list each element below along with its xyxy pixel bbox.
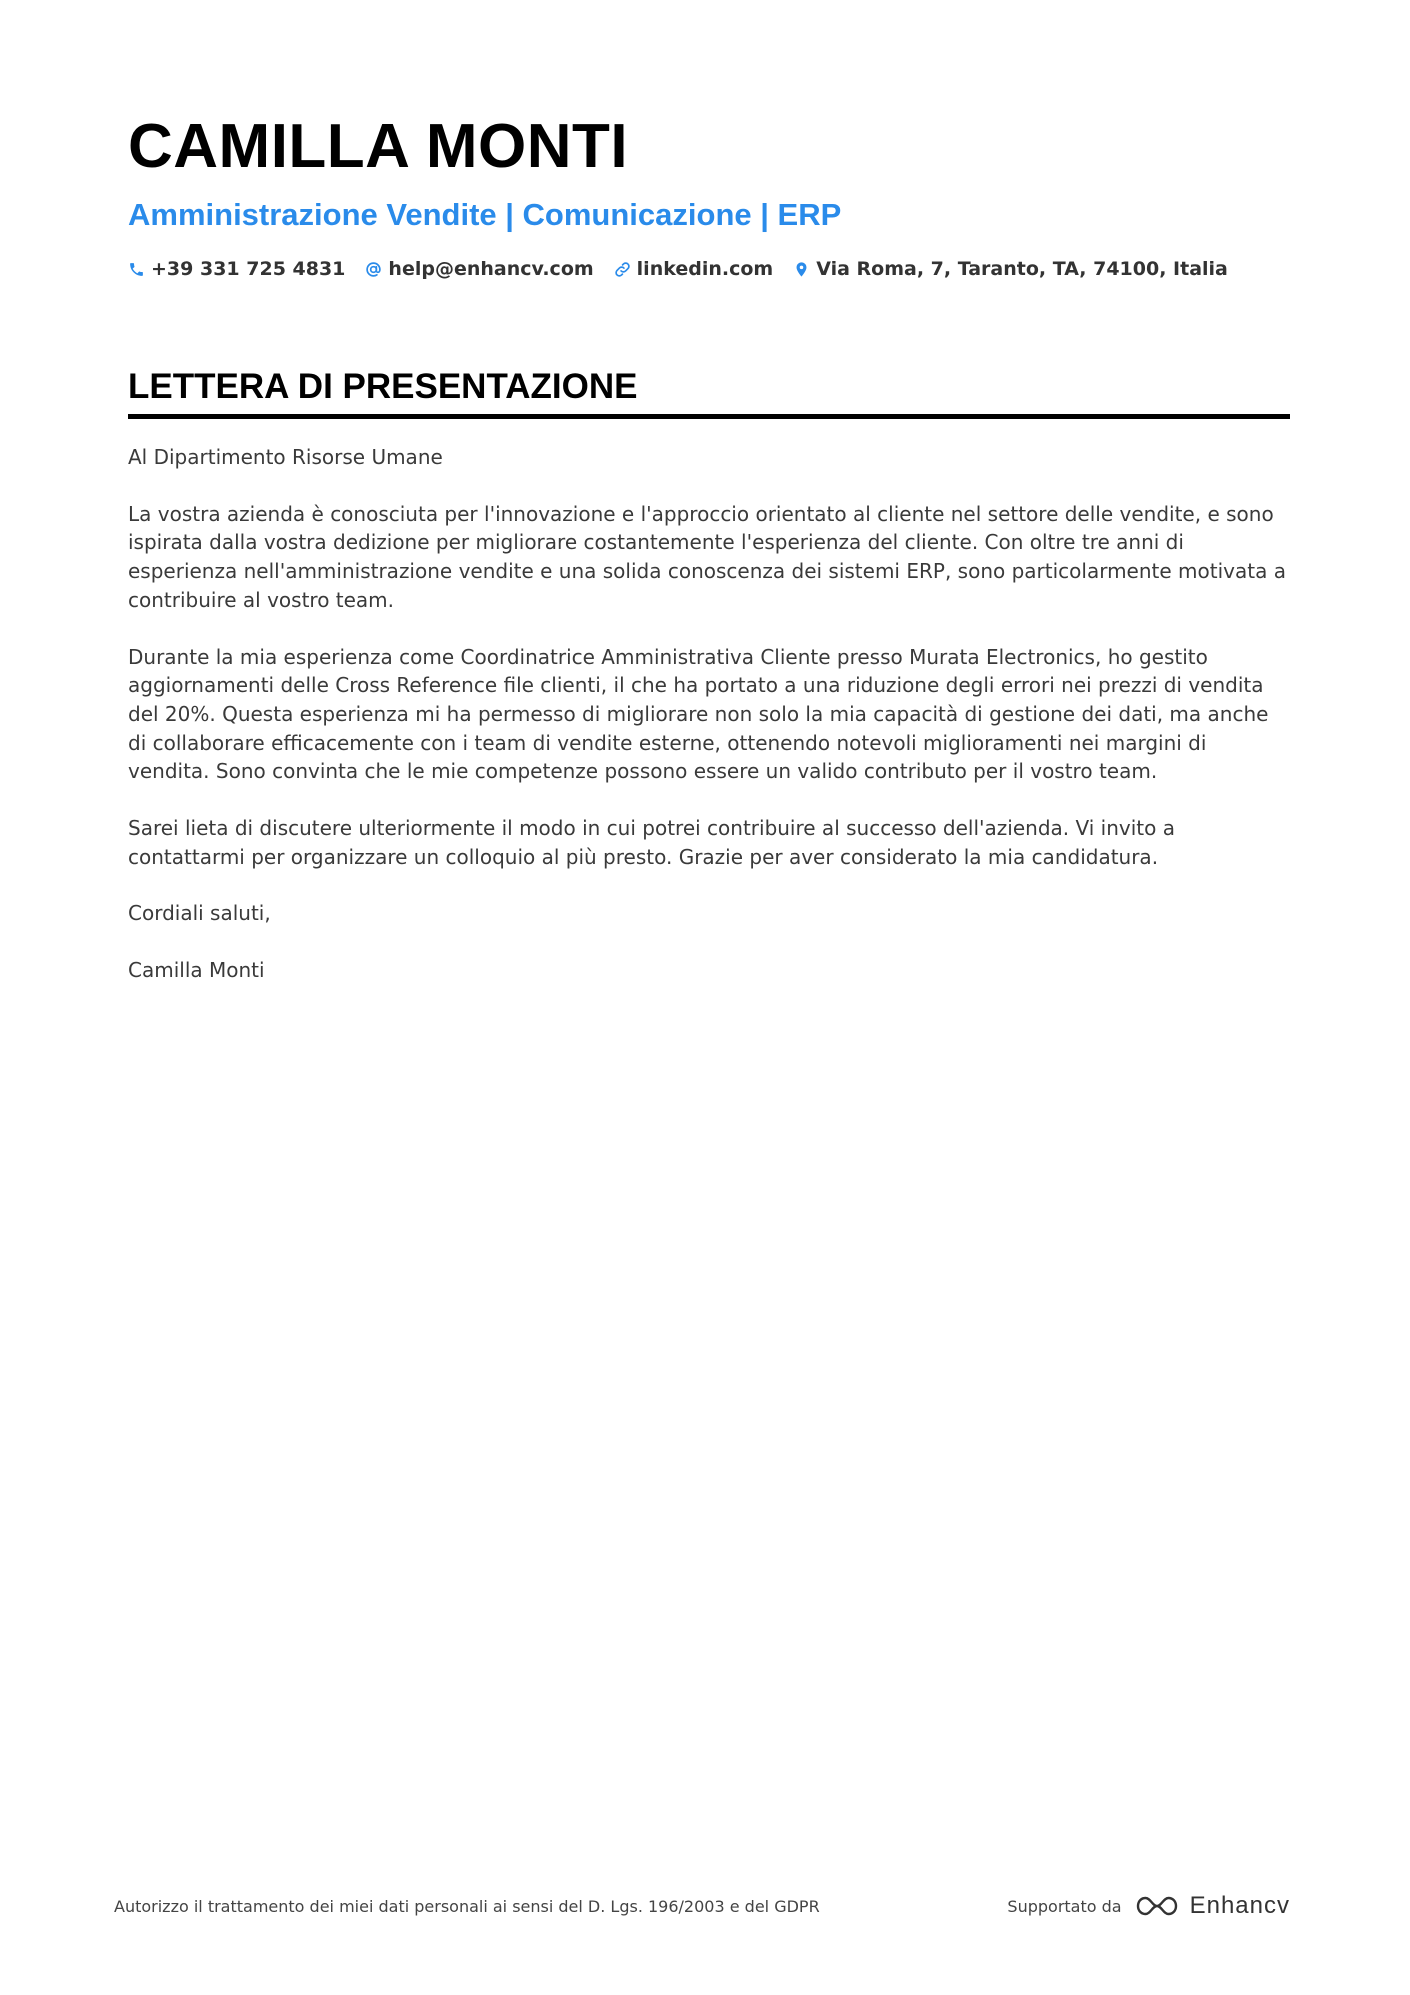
- at-icon: [365, 261, 382, 278]
- candidate-subtitle: Amministrazione Vendite | Comunicazione | ERP: [128, 197, 842, 232]
- enhancv-logo-icon: [1134, 1893, 1180, 1919]
- phone-icon: [128, 261, 145, 278]
- header: [128, 108, 1288, 280]
- candidate-name: CAMILLA MONTI: [128, 112, 629, 181]
- contact-phone[interactable]: [128, 258, 345, 280]
- contact-email[interactable]: [365, 258, 593, 280]
- phone-text: +39 331 725 4831: [151, 258, 346, 280]
- section-title: LETTERA DI PRESENTAZIONE: [128, 367, 638, 406]
- cover-letter-section: [128, 364, 1290, 1013]
- letter-signature: Camilla Monti: [128, 958, 265, 983]
- brand-name: Enhancv: [1189, 1892, 1290, 1919]
- letter-paragraph: Sarei lieta di discutere ulteriormente il modo in cui potrei contribuire al successo dell'azienda. Vi invito a contattarmi per organizzare un colloquio al più presto. Grazie per aver considerato la mia candidatura.: [128, 816, 1175, 869]
- letter-paragraph: La vostra azienda è conosciuta per l'innovazione e l'approccio orientato al cliente nel settore delle vendite, e sono ispirata dalla vostra dedizione per migliorare costantemente l'esperienza del cliente. Con oltre tre anni di esperienza nell'amministrazione vendite e una solida conoscenza dei sistemi ERP, sono particolarmente motivata a contribuire al vostro team.: [128, 501, 1286, 612]
- powered-by-label: Supportato da: [1007, 1896, 1122, 1916]
- email-text: help@enhancv.com: [388, 258, 594, 280]
- link-icon: [614, 261, 631, 278]
- address-text: Via Roma, 7, Taranto, TA, 74100, Italia: [816, 258, 1228, 280]
- section-divider: [128, 414, 1290, 419]
- powered-by[interactable]: [1007, 1892, 1290, 1920]
- letter-paragraph: Durante la mia esperienza come Coordinatrice Amministrativa Cliente presso Murata Electronics, ho gestito aggiornamenti delle Cross Reference file clienti, il che ha portato a una riduzione degli errori nei prezzi di vendita del 20%. Questa esperienza mi ha permesso di migliorare non solo la mia capacità di gestione dei dati, ma anche di collaborare efficacemente con i team di vendite esterne, ottenendo notevoli miglioramenti nei margini di vendita. Sono convinta che le mie competenze possono essere un valido contributo per il vostro team.: [128, 644, 1269, 784]
- letter-closing: Cordiali saluti,: [128, 901, 271, 926]
- location-pin-icon: [793, 261, 810, 278]
- letter-body: [128, 443, 1290, 985]
- contact-address: [793, 258, 1228, 280]
- contact-bar: [128, 258, 1288, 280]
- linkedin-text: linkedin.com: [636, 258, 774, 280]
- letter-greeting: Al Dipartimento Risorse Umane: [128, 445, 443, 469]
- footer: [114, 1892, 1290, 1920]
- contact-linkedin[interactable]: [614, 258, 774, 280]
- privacy-consent: Autorizzo il trattamento dei miei dati personali ai sensi del D. Lgs. 196/2003 e del GDPR: [114, 1896, 820, 1916]
